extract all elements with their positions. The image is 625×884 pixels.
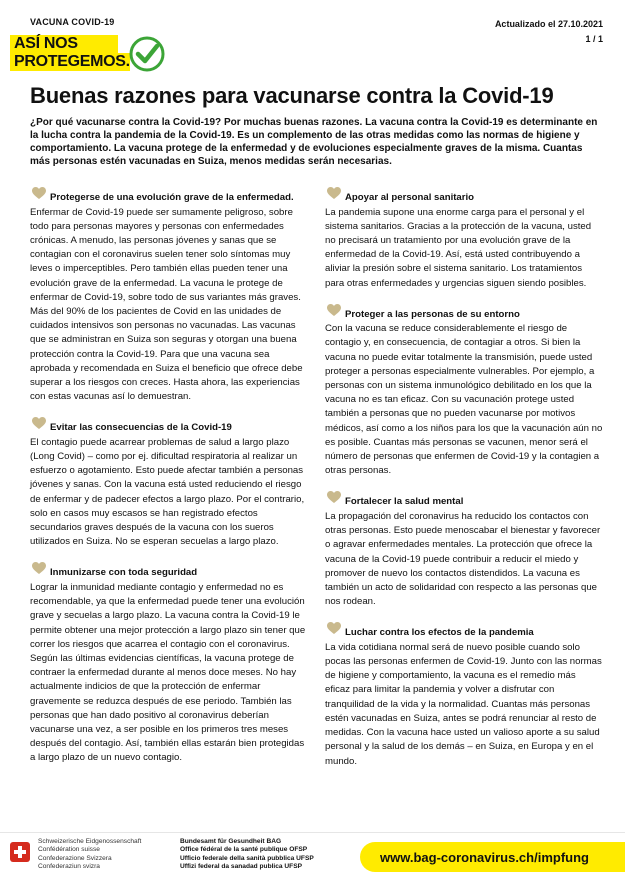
campaign-label: VACUNA COVID-19 [30,17,115,27]
section-body: La pandemia supone una enorme carga para el personal y el sistema sanitarios. Gracias a la protección de la vacuna, usted no precisará un tratamiento por una evolución grave de la enfermedad de la Covid-19. Así, está usted contribuyendo a aliviar la presión sobre el sistema sanitario. Los tratamientos para otras enfermedades y urgencias siguen siendo posibles. [325,206,592,289]
section-title: Proteger a las personas de su entorno [345,308,520,320]
section-title: Apoyar al personal sanitario [345,192,475,203]
swiss-cross-icon [10,842,30,862]
section-title: Fortalecer la salud mental [345,496,464,508]
logo-line-1: ASÍ NOS [14,35,78,52]
right-column [325,186,603,781]
health-office-names [180,838,314,872]
section-title: Protegerse de una evolución grave de la enfermedad. [50,192,294,203]
section-body: La propagación del coronavirus ha reducido los contactos con otras personas. Esto puede menoscabar el bienestar y favorecer o agravar enfermedades mentales. La protección que ofrece la vacuna de la Covid-19 puede contribuir a reducir el miedo y promover de nuevo los contactos distendidos. La vacuna es también un acto de solidaridad con respecto a las personas que nos rodean. [325,510,601,608]
section-title: Inmunizarse con toda seguridad [50,567,198,579]
confederation-fr: Confédération suisse [38,846,100,854]
heart-icon [327,304,341,317]
section-title: Luchar contra los efectos de la pandemia [345,627,534,639]
page-title: Buenas razones para vacunarse contra la Covid-19 [30,83,554,108]
confederation-it: Confederazione Svizzera [38,854,112,862]
office-de: Bundesamt für Gesundheit BAG [180,838,282,845]
section-mental-health [325,490,603,609]
section-body: Enfermar de Covid-19 puede ser sumamente peligroso, sobre todo para personas mayores y personas con enfermedades crónicas. A menudo, las personas jóvenes y sanas que se contagian con el coronavirus suelen tener solo síntomas muy leves o imperceptibles. Pero también ellas pueden tener una evolución grave de la enfermedad. La vacuna le protege de enfermar de Covid-19, sobre todo de sus variantes más graves. Más del 90% de los pacientes de Covid en las unidades de cuidados intensivos son personas no vacunadas. Las vacunas que se administran en Suiza son seguras y otorgan una buena protección contra la Covid-19. Para que una vacuna sea aprobada y recomendada en Suiza el beneficio que ofrece debe superar a los riesgos con creces. Hasta ahora, las experiencias con estas vacunas así lo demuestran. [30,206,303,403]
office-it: Ufficio federale della sanità pubblica UFSP [180,854,314,862]
updated-date: Actualizado el 27.10.2021 [494,19,603,29]
confederation-de: Schweizerische Eidgenossenschaft [38,838,142,845]
section-body: El contagio puede acarrear problemas de salud a largo plazo (Long Covid) – como por ej. dificultad respiratoria al realizar un esfuerzo o agotamiento. Esto puede afectar también a personas jóvenes y sanas. Con la vacuna está usted reduciendo el riesgo de enfermar y de padecer efectos a largo plazo. Por el contrario, solo en casos muy escasos se han registrado efectos secundarios graves después de la vacuna con los sueros utilizados en Suiza. No se esperan secuelas a largo plazo. [30,436,305,548]
section-body: La vida cotidiana normal será de nuevo posible cuando solo pocas las personas enfermen de Covid-19. Junto con las normas de higiene y comportamiento, la vacuna es el remedio más eficaz para limitar la pandemia y volver a disfrutar con tranquilidad de la vida y la normalidad. Cuantas más personas estén vacunadas en Suiza, antes se podrá renunciar al resto de medidas. Con la vacuna hace usted un valioso aporte a su salud personal y la salud de los demás – en Suiza, en Europa y en el mundo. [325,641,602,767]
section-safe-immunity [30,561,310,765]
heart-icon [327,491,341,504]
section-protect-severe [30,186,310,404]
section-fight-pandemic [325,621,603,768]
section-body: Lograr la inmunidad mediante contagio y enfermedad no es recomendable, ya que la enfermedad puede tener una evolución grave y secuelas a largo plazo. La vacuna contra la Covid-19 le permite obtener una mejor protección a largo plazo sin tener que correr los riesgos que acarrea el contagio con el coronavirus. Según las últimas evidencias científicas, la vacuna protege de contraer la enfermedad durante al menos doce meses. No hay actualmente indicios de que la protección de enfermar gravemente se reduzca después de ese periodo. También las personas que han dado positivo al coronavirus deberían vacunarse una vez, a ser posible en los primeros tres meses después del contagio. Así, también ellas estarán bien protegidas a largo plazo de un nuevo contagio. [30,581,306,764]
section-title: Evitar las consecuencias de la Covid-19 [50,422,232,434]
heart-icon [32,562,46,575]
logo-line-2: PROTEGEMOS. [14,53,130,70]
footer-divider [0,832,625,833]
heart-icon [327,622,341,635]
heart-icon [327,187,341,200]
section-support-staff [325,186,603,291]
section-body: Con la vacuna se reduce considerablemente el riesgo de contagio y, en consecuencia, de contagiar a otros. Si bien la vacuna no puede evitar totalmente la transmisión, puede usted proteger a personas especialmente vulnerables. Por ejemplo, a personas con un sistema inmunológico debilitado en los que la vacuna no es tan eficaz. Con su vacunación protege usted también a personas que no pueden vacunarse por motivos médicos, así como a los niños para los que la vacunación aún no es posible. Cuantas más personas se vacunen, menor será el número de personas que enfermen de Covid-19 y la contagien a otras personas. [325,323,603,477]
page-number: 1 / 1 [585,34,603,44]
heart-icon [32,187,46,200]
heart-icon [32,417,46,430]
confederation-rm: Confederaziun svizra [38,863,100,871]
left-column [30,186,310,778]
section-avoid-consequences [30,416,310,549]
office-fr: Office fédéral de la santé publique OFSP [180,846,308,854]
campaign-logo [10,33,166,75]
section-protect-others [325,303,603,479]
confederation-names [38,838,141,872]
checkmark-icon [128,35,166,73]
office-rm: Uffizi federal da sanadad publica UFSP [180,863,303,871]
intro-paragraph: ¿Por qué vacunarse contra la Covid-19? Por muchas buenas razones. La vacuna contra la Covid-19 es determinante en la lucha contra la pandemia de la Covid-19. Es un complemento de las otras medidas como las normas de higiene y comportamiento. La vacuna protege de la enfermedad y de evoluciones especialmente graves de la misma. Cuantas más personas estén vacunadas en Suiza, menos medidas serán necesarias. [30,117,598,167]
update-info [495,17,603,47]
campaign-url-link[interactable]: www.bag-coronavirus.ch/impfung [380,850,589,865]
